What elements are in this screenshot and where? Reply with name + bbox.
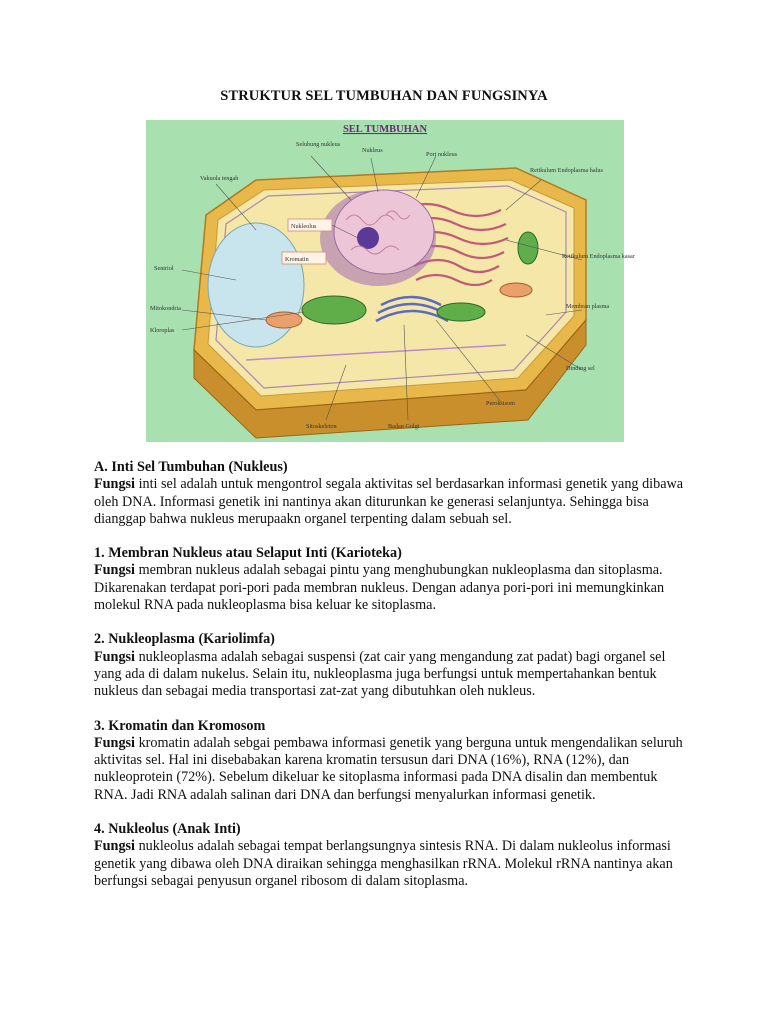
fungsi-label: Fungsi [94, 734, 136, 751]
section-heading: 3. Kromatin dan Kromosom [94, 717, 266, 734]
section-text: inti sel adalah untuk mengontrol segala aktivitas sel berdasarkan informasi genetik yang dibawa oleh DNA. Informasi genetik ini nantinya akan diturunkan ke generasi selanjuntya. Sehingga bisa dianggap bahwa nukleus merupaakn organel terpenting dalam sebuah sel. [94, 476, 684, 527]
mitochondrion [266, 312, 302, 328]
section-heading: 2. Nukleoplasma (Kariolimfa) [94, 631, 275, 648]
fungsi-label: Fungsi [94, 562, 136, 579]
section-nukleus [94, 459, 684, 528]
fungsi-label: Fungsi [94, 838, 136, 855]
label-retikulum-kasar: Retikulum Endoplasma kasar [562, 253, 635, 260]
label-kromatin: Kromatin [285, 256, 309, 263]
section-heading: 1. Membran Nukleus atau Selaput Inti (Karioteka) [94, 545, 402, 562]
section-paragraph [94, 562, 684, 614]
section-paragraph [94, 649, 684, 701]
section-nukleolus [94, 821, 684, 890]
section-text: kromatin adalah sebgai pembawa informasi genetik yang berguna untuk mengendalikan seluruh aktivitas sel. Hal ini disebabakan karena kromatin tersusun dari DNA (16%), RNA (12%), dan nukleoprotein (72%). Sebelum dikeluar ke sitoplasma informasi pada DNA disalin dan membentuk RNA. Jadi RNA adalah salinan dari DNA dan berfungsi menyalurkan informasi genetik. [94, 734, 683, 803]
chloroplast [437, 303, 485, 321]
central-vacuole [208, 223, 304, 347]
label-kloroplas: Kloroplas [150, 327, 175, 334]
section-paragraph [94, 735, 684, 804]
mitochondrion [500, 283, 532, 297]
label-pori-nukleus: Pori nukleus [426, 151, 458, 158]
section-nukleoplasma [94, 631, 684, 700]
section-paragraph [94, 838, 684, 890]
section-text: nukleolus adalah sebagai tempat berlangsungnya sintesis RNA. Di dalam nukleolus informasi genetik yang dibawa oleh DNA diraikan sehingga menghasilkan rRNA. Molekul rRNA nantinya akan berfungsi sebagai penyusun organel ribosom di dalam sitoplasma. [94, 838, 673, 889]
label-badan-golgi: Badan Golgi [388, 423, 420, 430]
label-nukleolus: Nukleolus [291, 223, 317, 230]
fungsi-label: Fungsi [94, 648, 136, 665]
plant-cell-figure [146, 120, 635, 442]
chloroplast [302, 296, 366, 324]
label-sentriol: Sentriol [154, 265, 174, 272]
label-sitoskeleton: Sitoskeleton [306, 423, 337, 430]
section-text: nukleoplasma adalah sebagai suspensi (zat cair yang mengandung zat padat) bagi organel sel yang ada di dalam nukelus. Selain itu, nukleoplasma juga berfungsi untuk mempertahankan bentuk nukleus dan sebagai media transportasi zat-zat yang dibutuhkan oleh nukleus. [94, 648, 666, 700]
figure-heading: SEL TUMBUHAN [342, 124, 428, 135]
section-heading: 4. Nukleolus (Anak Inti) [94, 821, 241, 838]
label-vakuola-tengah: Vakuola tengah [200, 175, 239, 182]
section-paragraph [94, 476, 684, 528]
label-retikulum-halus: Retikulum Endoplasma halus [530, 167, 603, 174]
label-selubung-nukleus: Selubung nukleus [296, 141, 341, 148]
label-membran-plasma: Membran plasma [566, 303, 610, 310]
document-body [94, 459, 684, 907]
fungsi-label: Fungsi [94, 476, 136, 493]
plant-cell-diagram [146, 120, 635, 442]
section-membran-nukleus [94, 545, 684, 614]
label-dinding-sel: Dinding sel [566, 365, 595, 372]
label-peroksisom: Peroksisom [486, 400, 515, 407]
document-title: STRUKTUR SEL TUMBUHAN DAN FUNGSINYA [220, 88, 548, 104]
section-kromatin [94, 718, 684, 804]
section-heading: A. Inti Sel Tumbuhan (Nukleus) [94, 459, 288, 475]
nucleus [334, 190, 434, 274]
section-text: membran nukleus adalah sebagai pintu yang menghubungkan nukleoplasma dan sitoplasma. Dikarenakan terdapat pori-pori pada membran nukleus. Dengan adanya pori-pori ini memungkinkan molekul RNA pada nukleoplasma bisa keluar ke sitoplasma. [94, 562, 665, 614]
label-nukleus: Nukleus [362, 147, 383, 154]
chloroplast [518, 232, 538, 264]
label-mitokondria: Mitokondria [150, 305, 181, 312]
